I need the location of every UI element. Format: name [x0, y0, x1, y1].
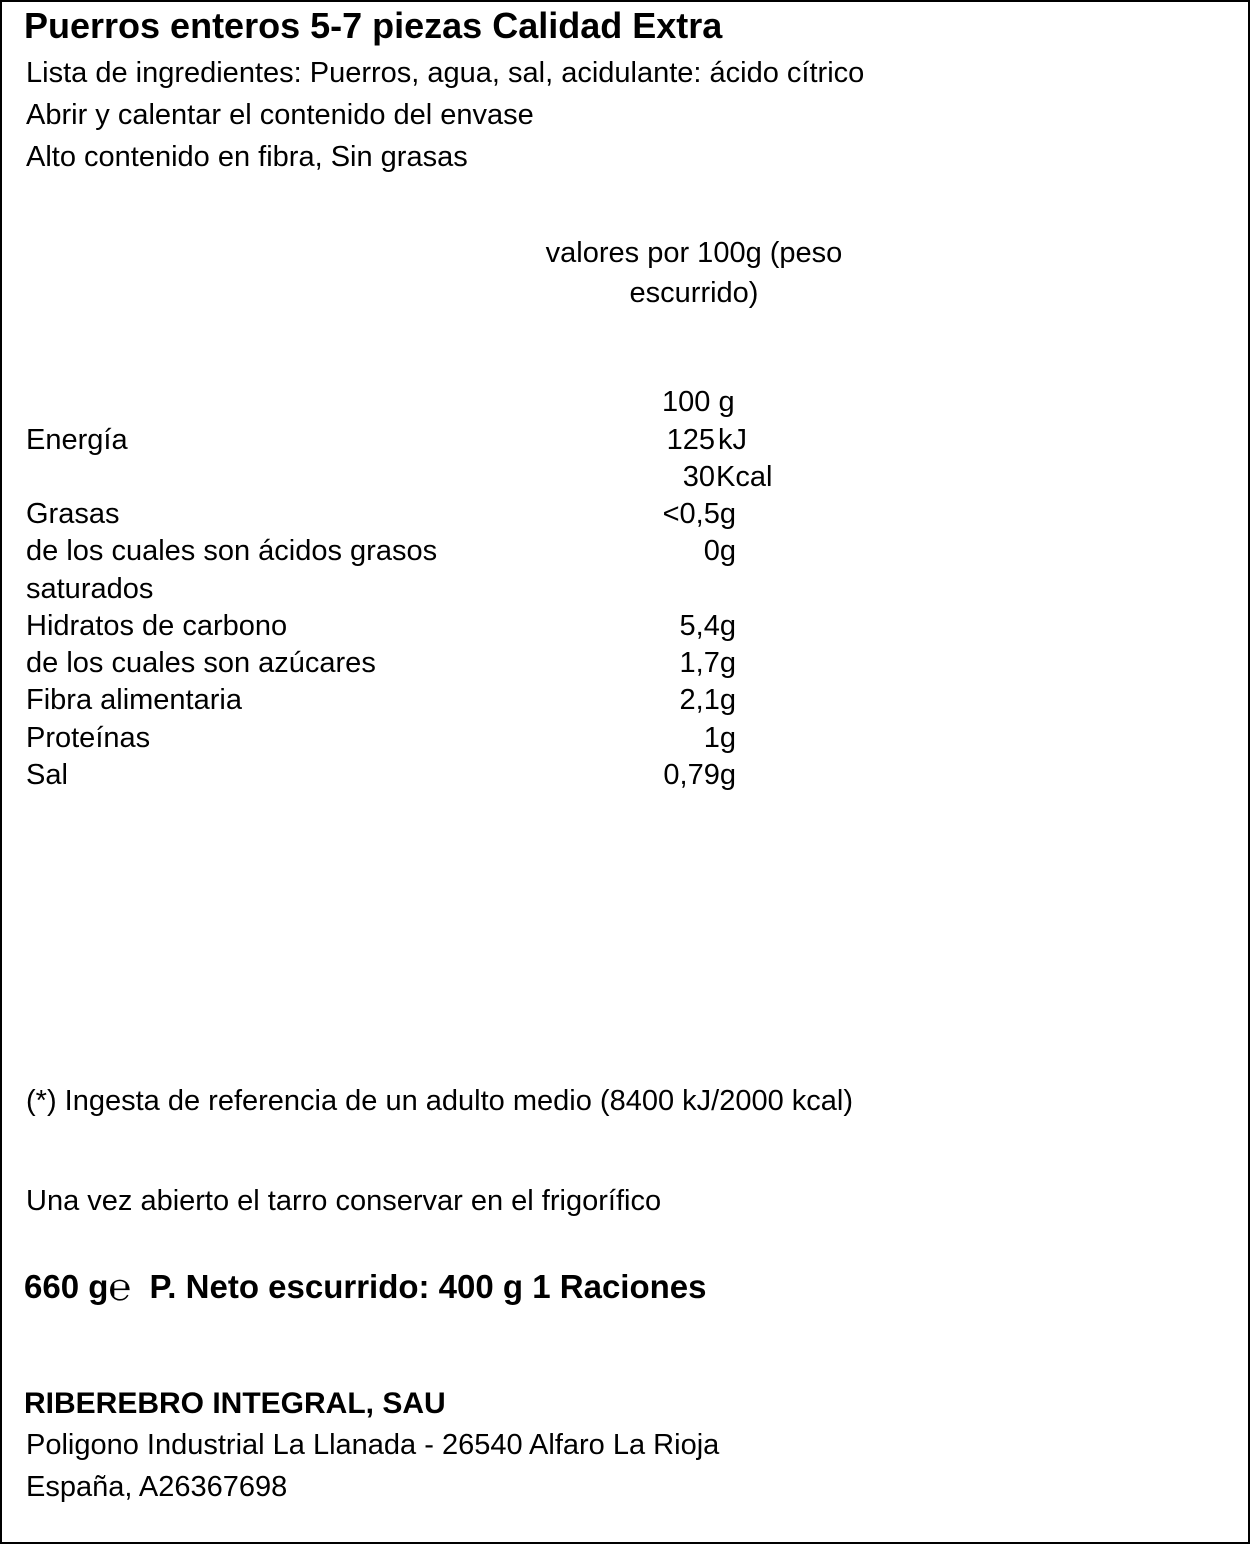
company-name: RIBEREBRO INTEGRAL, SAU	[24, 1387, 446, 1420]
saturated-fat-label-line1: de los cuales son ácidos grasos	[26, 535, 438, 567]
protein-label: Proteínas	[26, 722, 151, 754]
protein-value: 1g	[703, 722, 736, 754]
fiber-value: 2,1g	[679, 684, 736, 716]
estimated-sign-icon: ℮	[108, 1267, 132, 1309]
nutrition-header-line1: valores por 100g (peso	[545, 237, 843, 269]
net-weight-line	[24, 1267, 707, 1309]
nutrition-header-line2: escurrido)	[629, 277, 759, 309]
salt-value: 0,79g	[663, 759, 736, 791]
energy-kcal-unit: Kcal	[716, 461, 773, 493]
sugars-value: 1,7g	[679, 647, 736, 679]
sugars-label: de los cuales son azúcares	[26, 647, 376, 679]
fiber-label: Fibra alimentaria	[26, 684, 242, 716]
company-country-id: España, A26367698	[26, 1471, 288, 1503]
salt-label: Sal	[26, 759, 68, 791]
preparation-instructions: Abrir y calentar el contenido del envase	[26, 99, 534, 131]
saturated-fat-value: 0g	[703, 535, 736, 567]
product-title: Puerros enteros 5-7 piezas Calidad Extra	[24, 5, 723, 46]
saturated-fat-label-line2: saturados	[26, 573, 154, 605]
energy-kcal-value: 30	[682, 461, 715, 493]
carbohydrates-value: 5,4g	[679, 610, 736, 642]
carbohydrates-label: Hidratos de carbono	[26, 610, 288, 642]
reference-intake-note: (*) Ingesta de referencia de un adulto medio (8400 kJ/2000 kcal)	[26, 1085, 853, 1117]
ingredients-list: Lista de ingredientes: Puerros, agua, sal, acidulante: ácido cítrico	[26, 57, 865, 89]
fat-value: <0,5g	[662, 498, 736, 530]
drained-weight-servings: P. Neto escurrido: 400 g 1 Raciones	[149, 1268, 707, 1305]
nutrition-column-header: 100 g	[662, 386, 735, 418]
energy-label: Energía	[26, 424, 128, 456]
nutrition-claims: Alto contenido en fibra, Sin grasas	[26, 141, 468, 173]
energy-kj-value: 125	[666, 424, 715, 456]
fat-label: Grasas	[26, 498, 120, 530]
company-address: Poligono Industrial La Llanada - 26540 Alfaro La Rioja	[26, 1429, 720, 1461]
energy-kj-unit: kJ	[718, 424, 747, 456]
net-weight: 660 g	[24, 1268, 109, 1305]
storage-instructions: Una vez abierto el tarro conservar en el frigorífico	[26, 1185, 662, 1217]
